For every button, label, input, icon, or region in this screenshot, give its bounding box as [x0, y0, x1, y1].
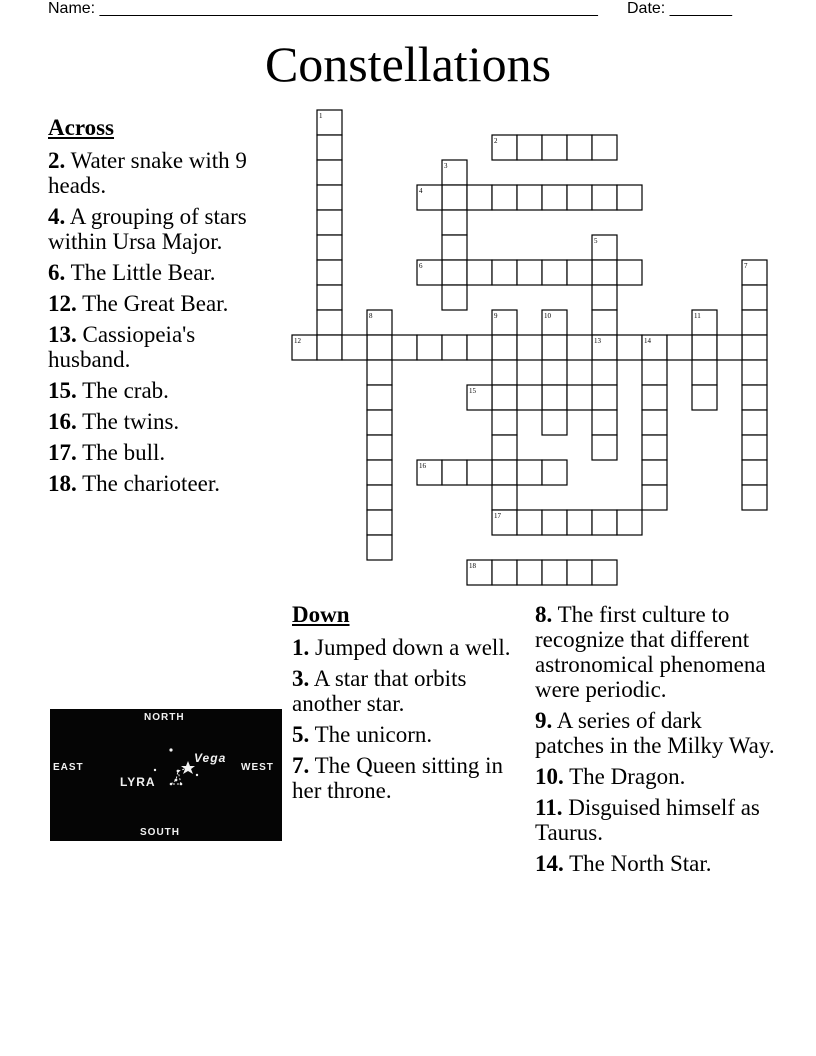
- clue-number: 9.: [535, 708, 553, 733]
- clue-number: 13.: [48, 322, 77, 347]
- cell-number: 1: [319, 112, 323, 120]
- lyra-star-map: [50, 709, 282, 841]
- grid-cell[interactable]: [492, 410, 517, 435]
- west-label: WEST: [241, 762, 274, 773]
- clue-number: 14.: [535, 851, 564, 876]
- grid-cell[interactable]: [592, 235, 617, 260]
- grid-cell[interactable]: [642, 460, 667, 485]
- grid-cell[interactable]: [517, 335, 542, 360]
- grid-cell[interactable]: [542, 360, 567, 385]
- grid-cell[interactable]: [517, 510, 542, 535]
- star: [196, 774, 198, 776]
- grid-cell[interactable]: [742, 360, 767, 385]
- grid-cell[interactable]: [492, 385, 517, 410]
- grid-cell[interactable]: [567, 335, 592, 360]
- grid-cell[interactable]: [592, 360, 617, 385]
- cell-number: 17: [494, 512, 501, 520]
- grid-cell[interactable]: [492, 435, 517, 460]
- clue-text: Disguised himself as Taurus.: [535, 795, 760, 845]
- lyra-label: LYRA: [120, 775, 156, 789]
- clue-down-11: [535, 795, 775, 845]
- grid-cell[interactable]: [642, 385, 667, 410]
- grid-cell[interactable]: [567, 135, 592, 160]
- cell-number: 7: [744, 262, 748, 270]
- grid-cell[interactable]: [317, 135, 342, 160]
- cell-number: 12: [294, 337, 301, 345]
- grid-cell[interactable]: [442, 160, 467, 185]
- clue-down-1: [292, 635, 517, 660]
- grid-cell[interactable]: [742, 435, 767, 460]
- clue-number: 12.: [48, 291, 77, 316]
- star: [169, 748, 172, 751]
- grid-cell[interactable]: [592, 260, 617, 285]
- grid-cell[interactable]: [442, 185, 467, 210]
- clue-number: 8.: [535, 602, 553, 627]
- grid-cell[interactable]: [317, 310, 342, 335]
- grid-cell[interactable]: [592, 185, 617, 210]
- grid-cell[interactable]: [667, 335, 692, 360]
- grid-cell[interactable]: [492, 335, 517, 360]
- cell-number: 3: [444, 162, 448, 170]
- grid-cell[interactable]: [642, 485, 667, 510]
- grid-cell[interactable]: [692, 385, 717, 410]
- grid-cell[interactable]: [617, 260, 642, 285]
- grid-cell[interactable]: [367, 385, 392, 410]
- cell-number: 14: [644, 337, 651, 345]
- clue-text: The North Star.: [563, 851, 712, 876]
- clue-down-14: [535, 851, 775, 876]
- grid-cell[interactable]: [567, 560, 592, 585]
- star: [154, 769, 156, 771]
- clue-number: 11.: [535, 795, 563, 820]
- grid-cell[interactable]: [567, 185, 592, 210]
- cell-number: 16: [419, 462, 426, 470]
- grid-cell[interactable]: [567, 260, 592, 285]
- across-clues: [48, 115, 268, 502]
- cell-number: 5: [594, 237, 598, 245]
- grid-cell[interactable]: [592, 410, 617, 435]
- north-label: NORTH: [144, 712, 185, 723]
- cell-number: 13: [594, 337, 601, 345]
- grid-cell[interactable]: [592, 385, 617, 410]
- grid-cell[interactable]: [742, 460, 767, 485]
- clue-number: 18.: [48, 471, 77, 496]
- clue-number: 2.: [48, 148, 66, 173]
- grid-cell[interactable]: [742, 285, 767, 310]
- clue-text: Cassiopeia's husband.: [48, 322, 196, 372]
- clue-number: 3.: [292, 666, 310, 691]
- grid-cell[interactable]: [367, 510, 392, 535]
- clue-down-7: [292, 753, 517, 803]
- clue-text: A series of dark patches in the Milky Way.: [535, 708, 775, 758]
- grid-cell[interactable]: [367, 360, 392, 385]
- grid-cell[interactable]: [317, 260, 342, 285]
- cell-number: 6: [419, 262, 423, 270]
- grid-cell[interactable]: [642, 435, 667, 460]
- grid-cell[interactable]: [292, 335, 317, 360]
- grid-cell[interactable]: [317, 335, 342, 360]
- cell-number: 15: [469, 387, 476, 395]
- clue-text: Jumped down a well.: [309, 635, 511, 660]
- grid-cell[interactable]: [542, 385, 567, 410]
- east-label: EAST: [53, 762, 84, 773]
- star-pattern: [50, 709, 282, 841]
- grid-cell[interactable]: [317, 210, 342, 235]
- grid-cell[interactable]: [367, 410, 392, 435]
- grid-cell[interactable]: [467, 385, 492, 410]
- clue-text: The twins.: [76, 409, 180, 434]
- grid-cell[interactable]: [617, 185, 642, 210]
- grid-cell[interactable]: [442, 235, 467, 260]
- grid-cell[interactable]: [692, 335, 717, 360]
- grid-cell[interactable]: [617, 335, 642, 360]
- grid-cell[interactable]: [367, 310, 392, 335]
- grid-cell[interactable]: [542, 135, 567, 160]
- cell-number: 4: [419, 187, 423, 195]
- clue-across-18: [48, 471, 268, 496]
- grid-cell[interactable]: [517, 185, 542, 210]
- grid-cell[interactable]: [417, 185, 442, 210]
- down-clues-continued: [535, 602, 775, 882]
- grid-cell[interactable]: [717, 335, 742, 360]
- down-heading: Down: [292, 602, 350, 627]
- grid-cell[interactable]: [542, 185, 567, 210]
- clue-across-4: [48, 204, 268, 254]
- clue-across-12: [48, 291, 268, 316]
- grid-cell[interactable]: [367, 485, 392, 510]
- clue-text: Water snake with 9 heads.: [48, 148, 247, 198]
- grid-cell[interactable]: [642, 410, 667, 435]
- grid-cell[interactable]: [592, 435, 617, 460]
- grid-cell[interactable]: [417, 260, 442, 285]
- grid-cell[interactable]: [592, 285, 617, 310]
- vega-star: [181, 761, 195, 774]
- grid-cell[interactable]: [417, 460, 442, 485]
- grid-cell[interactable]: [592, 135, 617, 160]
- cell-number: 10: [544, 312, 551, 320]
- clue-text: A grouping of stars within Ursa Major.: [48, 204, 247, 254]
- clue-across-6: [48, 260, 268, 285]
- grid-cell[interactable]: [467, 460, 492, 485]
- grid-cell[interactable]: [367, 535, 392, 560]
- grid-cell[interactable]: [742, 485, 767, 510]
- header-fields: [48, 0, 748, 18]
- grid-cell[interactable]: [567, 385, 592, 410]
- grid-cell[interactable]: [492, 310, 517, 335]
- grid-cell[interactable]: [542, 460, 567, 485]
- grid-cell[interactable]: [442, 210, 467, 235]
- grid-cell[interactable]: [692, 360, 717, 385]
- grid-cell[interactable]: [742, 310, 767, 335]
- grid-cell[interactable]: [492, 560, 517, 585]
- grid-cell[interactable]: [392, 335, 417, 360]
- grid-cell[interactable]: [492, 460, 517, 485]
- clue-down-5: [292, 722, 517, 747]
- grid-cell[interactable]: [517, 135, 542, 160]
- cell-number: 11: [694, 312, 701, 320]
- grid-cell[interactable]: [592, 560, 617, 585]
- cell-number: 8: [369, 312, 373, 320]
- clue-down-3: [292, 666, 517, 716]
- grid-cell[interactable]: [367, 460, 392, 485]
- clue-number: 10.: [535, 764, 564, 789]
- grid-cell[interactable]: [642, 360, 667, 385]
- grid-cell[interactable]: [642, 335, 667, 360]
- south-label: SOUTH: [140, 827, 180, 838]
- clue-across-15: [48, 378, 268, 403]
- clue-text: The bull.: [76, 440, 166, 465]
- grid-cell[interactable]: [742, 260, 767, 285]
- grid-cell[interactable]: [742, 410, 767, 435]
- clue-across-2: [48, 148, 268, 198]
- date-field-label[interactable]: Date: _______: [627, 0, 732, 17]
- grid-cell[interactable]: [492, 135, 517, 160]
- clue-number: 4.: [48, 204, 66, 229]
- clue-number: 15.: [48, 378, 77, 403]
- grid-cell[interactable]: [492, 185, 517, 210]
- grid-cell[interactable]: [517, 460, 542, 485]
- grid-cell[interactable]: [517, 260, 542, 285]
- grid-cell[interactable]: [542, 410, 567, 435]
- grid-cell[interactable]: [367, 435, 392, 460]
- clue-number: 7.: [292, 753, 310, 778]
- grid-cell[interactable]: [342, 335, 367, 360]
- grid-cell[interactable]: [517, 385, 542, 410]
- clue-text: A star that orbits another star.: [292, 666, 467, 716]
- grid-cell[interactable]: [442, 335, 467, 360]
- grid-cell[interactable]: [417, 335, 442, 360]
- vega-label: Vega: [194, 751, 227, 765]
- grid-cell[interactable]: [467, 560, 492, 585]
- grid-cell[interactable]: [542, 335, 567, 360]
- grid-cell[interactable]: [592, 310, 617, 335]
- clue-text: The Dragon.: [563, 764, 686, 789]
- grid-cell[interactable]: [617, 510, 642, 535]
- clue-across-16: [48, 409, 268, 434]
- cell-number: 9: [494, 312, 498, 320]
- grid-cell[interactable]: [692, 310, 717, 335]
- clue-text: The unicorn.: [309, 722, 433, 747]
- grid-cell[interactable]: [467, 335, 492, 360]
- clue-number: 1.: [292, 635, 310, 660]
- grid-cell[interactable]: [317, 285, 342, 310]
- grid-cell[interactable]: [367, 335, 392, 360]
- clue-across-13: [48, 322, 268, 372]
- grid-cell[interactable]: [467, 260, 492, 285]
- name-field-label[interactable]: Name: ________________________________________________________: [48, 0, 598, 17]
- clue-text: The crab.: [76, 378, 169, 403]
- grid-cell[interactable]: [542, 310, 567, 335]
- grid-cell[interactable]: [317, 160, 342, 185]
- grid-cell[interactable]: [742, 385, 767, 410]
- grid-cell[interactable]: [442, 260, 467, 285]
- cell-number: 2: [494, 137, 498, 145]
- grid-cell[interactable]: [317, 110, 342, 135]
- clue-across-17: [48, 440, 268, 465]
- cell-number: 18: [469, 562, 476, 570]
- grid-cell[interactable]: [542, 560, 567, 585]
- page-title: Constellations: [264, 36, 552, 92]
- grid-cell[interactable]: [492, 485, 517, 510]
- clue-text: The charioteer.: [76, 471, 221, 496]
- clue-number: 5.: [292, 722, 310, 747]
- grid-cell[interactable]: [492, 510, 517, 535]
- grid-cell[interactable]: [467, 185, 492, 210]
- down-clues: [292, 602, 517, 809]
- grid-cell[interactable]: [542, 510, 567, 535]
- grid-cell[interactable]: [492, 360, 517, 385]
- clue-down-8: [535, 602, 775, 702]
- clue-down-9: [535, 708, 775, 758]
- clue-down-10: [535, 764, 775, 789]
- clue-number: 6.: [48, 260, 66, 285]
- grid-cell[interactable]: [442, 460, 467, 485]
- grid-cell[interactable]: [517, 560, 542, 585]
- across-heading: Across: [48, 115, 115, 140]
- grid-cell[interactable]: [542, 260, 567, 285]
- clue-number: 17.: [48, 440, 77, 465]
- grid-cell[interactable]: [567, 510, 592, 535]
- grid-cell[interactable]: [742, 335, 767, 360]
- grid-cell[interactable]: [317, 185, 342, 210]
- clue-text: The Great Bear.: [76, 291, 229, 316]
- grid-cell[interactable]: [592, 510, 617, 535]
- grid-cell[interactable]: [317, 235, 342, 260]
- clue-text: The Queen sitting in her throne.: [292, 753, 504, 803]
- clue-text: The Little Bear.: [65, 260, 216, 285]
- clue-number: 16.: [48, 409, 77, 434]
- clue-text: The first culture to recognize that different astronomical phenomena were periodic.: [535, 602, 766, 702]
- grid-cell[interactable]: [442, 285, 467, 310]
- grid-cell[interactable]: [592, 335, 617, 360]
- grid-cell[interactable]: [492, 260, 517, 285]
